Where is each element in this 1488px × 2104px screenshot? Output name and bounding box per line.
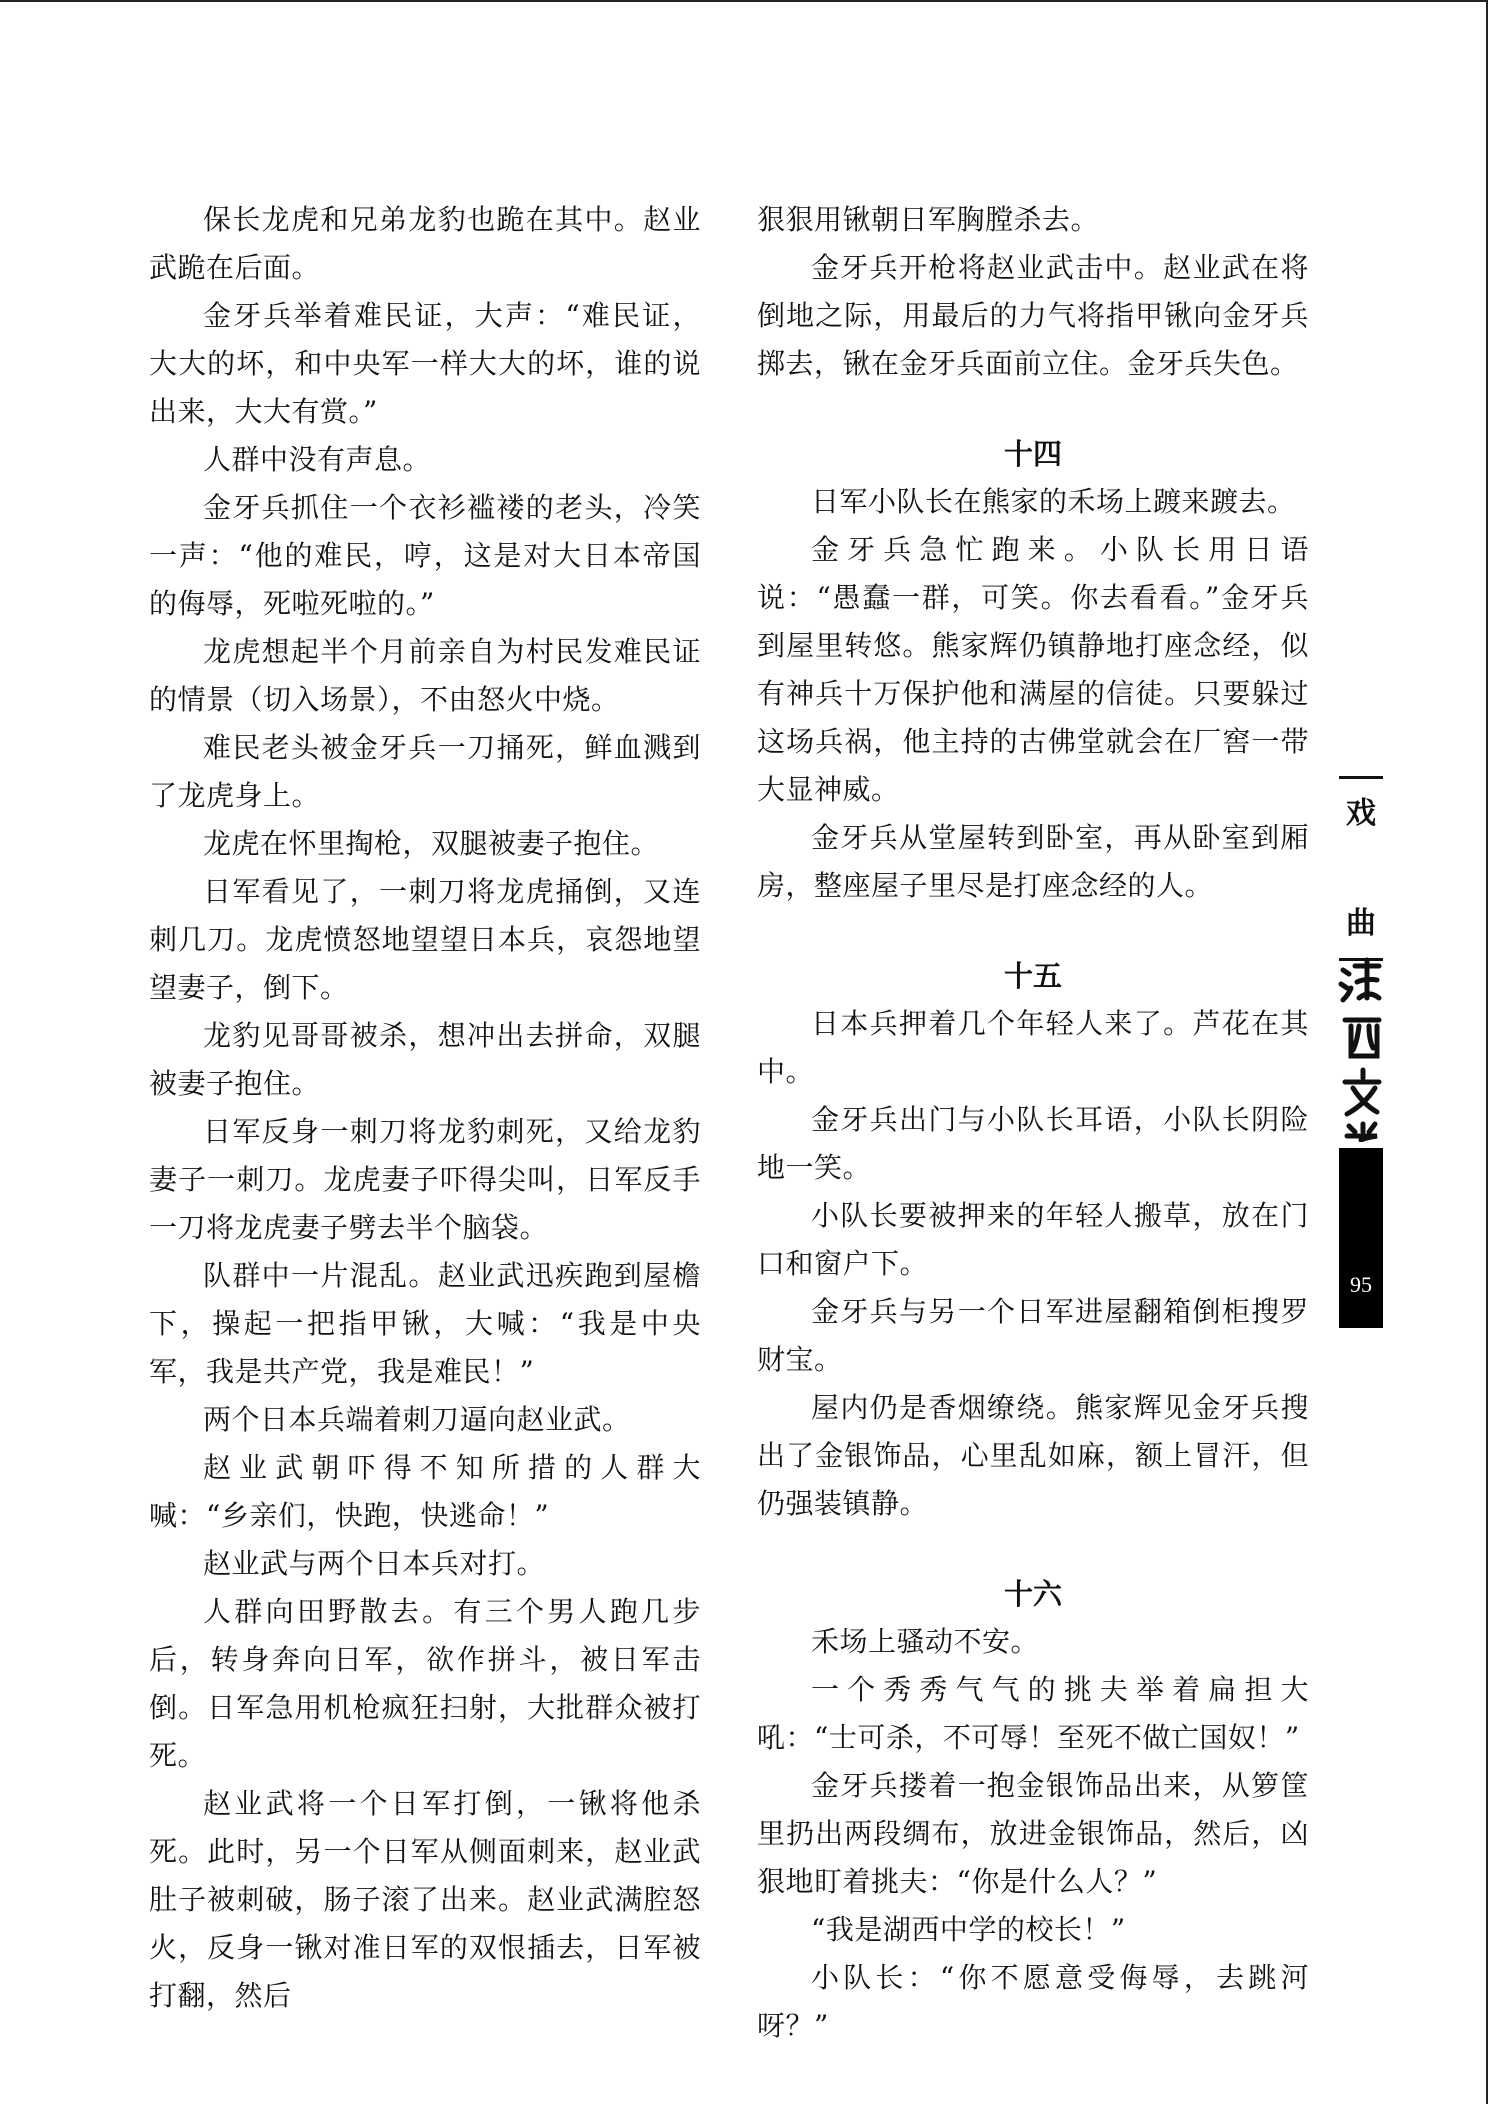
page-number: 95: [1350, 1272, 1372, 1297]
paragraph: 日本兵押着几个年轻人来了。芦花在其中。: [757, 1007, 1309, 1088]
paragraph: 金牙兵与另一个日军进屋翻箱倒柜搜罗财宝。: [757, 1295, 1309, 1376]
paragraph: 金牙兵抓住一个衣衫褴褛的老头，冷笑一声：“他的难民，哼，这是对大日本帝国的侮辱，死啦死啦的。”: [149, 491, 701, 620]
section-heading: 十五: [1003, 959, 1062, 993]
paragraph: 金牙兵开枪将赵业武击中。赵业武在将倒地之际，用最后的力气将指甲锹向金牙兵掷去，锹在金牙兵面前立住。金牙兵失色。: [757, 251, 1309, 380]
paragraph: 赵业武与两个日本兵对打。: [203, 1547, 546, 1580]
section-tab-char-2: 曲: [1346, 906, 1376, 941]
paragraph: 人群中没有声息。: [203, 443, 432, 476]
paragraph: 禾场上骚动不安。: [811, 1625, 1040, 1658]
paragraph: 日军小队长在熊家的禾场上踱来踱去。: [811, 485, 1296, 518]
paragraph: 金牙兵举着难民证，大声：“难民证，大大的坏，和中央军一样大大的坏，谁的说出来，大大有赏。”: [149, 299, 701, 428]
paragraph: 小队长：“你不愿意受侮辱，去跳河呀？”: [757, 1961, 1309, 2042]
paragraph: 金牙兵出门与小队长耳语，小队长阴险地一笑。: [757, 1103, 1309, 1184]
section-gap: [757, 910, 1309, 952]
paragraph: 龙虎在怀里掏枪，双腿被妻子抱住。: [203, 827, 660, 860]
paragraph: 日军看见了，一刺刀将龙虎捅倒，又连刺几刀。龙虎愤怒地望望日本兵，哀怨地望望妻子，倒下。: [149, 875, 701, 1004]
tab-rule-top: [1339, 776, 1383, 779]
right-column: [757, 196, 1309, 2050]
paragraph: 难民老头被金牙兵一刀捅死，鲜血溅到了龙虎身上。: [149, 731, 701, 812]
paragraph: 赵业武朝吓得不知所措的人群大喊：“乡亲们，快跑，快逃命！”: [149, 1451, 701, 1532]
page-number-box: [1339, 1148, 1383, 1328]
paragraph: 赵业武将一个日军打倒，一锹将他杀死。此时，另一个日军从侧面刺来，赵业武肚子被刺破，肠子滚了出来。赵业武满腔怒火，反身一锹对准日军的双恨插去，日军被打翻，然后: [149, 1787, 701, 2012]
paragraph: 小队长要被押来的年轻人搬草，放在门口和窗户下。: [757, 1199, 1309, 1280]
paragraph: 龙豹见哥哥被杀，想冲出去拼命，双腿被妻子抱住。: [149, 1019, 701, 1100]
section-heading: 十六: [1003, 1577, 1062, 1611]
section-gap: [757, 388, 1309, 430]
paragraph: 金牙兵搂着一抱金银饰品出来，从箩筐里扔出两段绸布，放进金银饰品，然后，凶狠地盯着挑夫：“你是什么人？”: [757, 1769, 1309, 1898]
section-heading: 十四: [1003, 437, 1062, 471]
left-column: [149, 196, 701, 2020]
magazine-logo: [1335, 942, 1387, 1142]
paragraph: 保长龙虎和兄弟龙豹也跪在其中。赵业武跪在后面。: [149, 203, 701, 284]
paragraph: 人群向田野散去。有三个男人跑几步后，转身奔向日军，欲作拼斗，被日军击倒。日军急用机枪疯狂扫射，大批群众被打死。: [149, 1595, 701, 1772]
section-gap: [757, 1528, 1309, 1570]
paragraph: “我是湖西中学的校长！”: [811, 1913, 1126, 1946]
paragraph: 一个秀秀气气的挑夫举着扁担大吼：“士可杀，不可辱！至死不做亡国奴！”: [757, 1673, 1309, 1754]
paragraph: 龙虎想起半个月前亲自为村民发难民证的情景（切入场景），不由怒火中烧。: [149, 635, 701, 716]
paragraph: 金牙兵急忙跑来。小队长用日语说：“愚蠢一群，可笑。你去看看。”金牙兵到屋里转悠。熊家辉仍镇静地打座念经，似有神兵十万保护他和满屋的信徒。只要躲过这场兵祸，他主持的古佛堂就会在厂窖一带大显神威。: [757, 533, 1309, 806]
paragraph: 两个日本兵端着刺刀逼向赵业武。: [203, 1403, 631, 1436]
paragraph: 屋内仍是香烟缭绕。熊家辉见金牙兵搜出了金银饰品，心里乱如麻，额上冒汗，但仍强装镇静。: [757, 1391, 1309, 1520]
paragraph: 金牙兵从堂屋转到卧室，再从卧室到厢房，整座屋子里尽是打座念经的人。: [757, 821, 1309, 902]
section-tab-char-1: 戏: [1346, 796, 1376, 831]
paragraph: 队群中一片混乱。赵业武迅疾跑到屋檐下，操起一把指甲锹，大喊：“我是中央军，我是共产党，我是难民！”: [149, 1259, 701, 1388]
continued-paragraph: 狠狠用锹朝日军胸膛杀去。: [757, 203, 1100, 236]
paragraph: 日军反身一刺刀将龙豹刺死，又给龙豹妻子一刺刀。龙虎妻子吓得尖叫，日军反手一刀将龙虎妻子劈去半个脑袋。: [149, 1115, 701, 1244]
top-border: [0, 0, 1488, 2]
